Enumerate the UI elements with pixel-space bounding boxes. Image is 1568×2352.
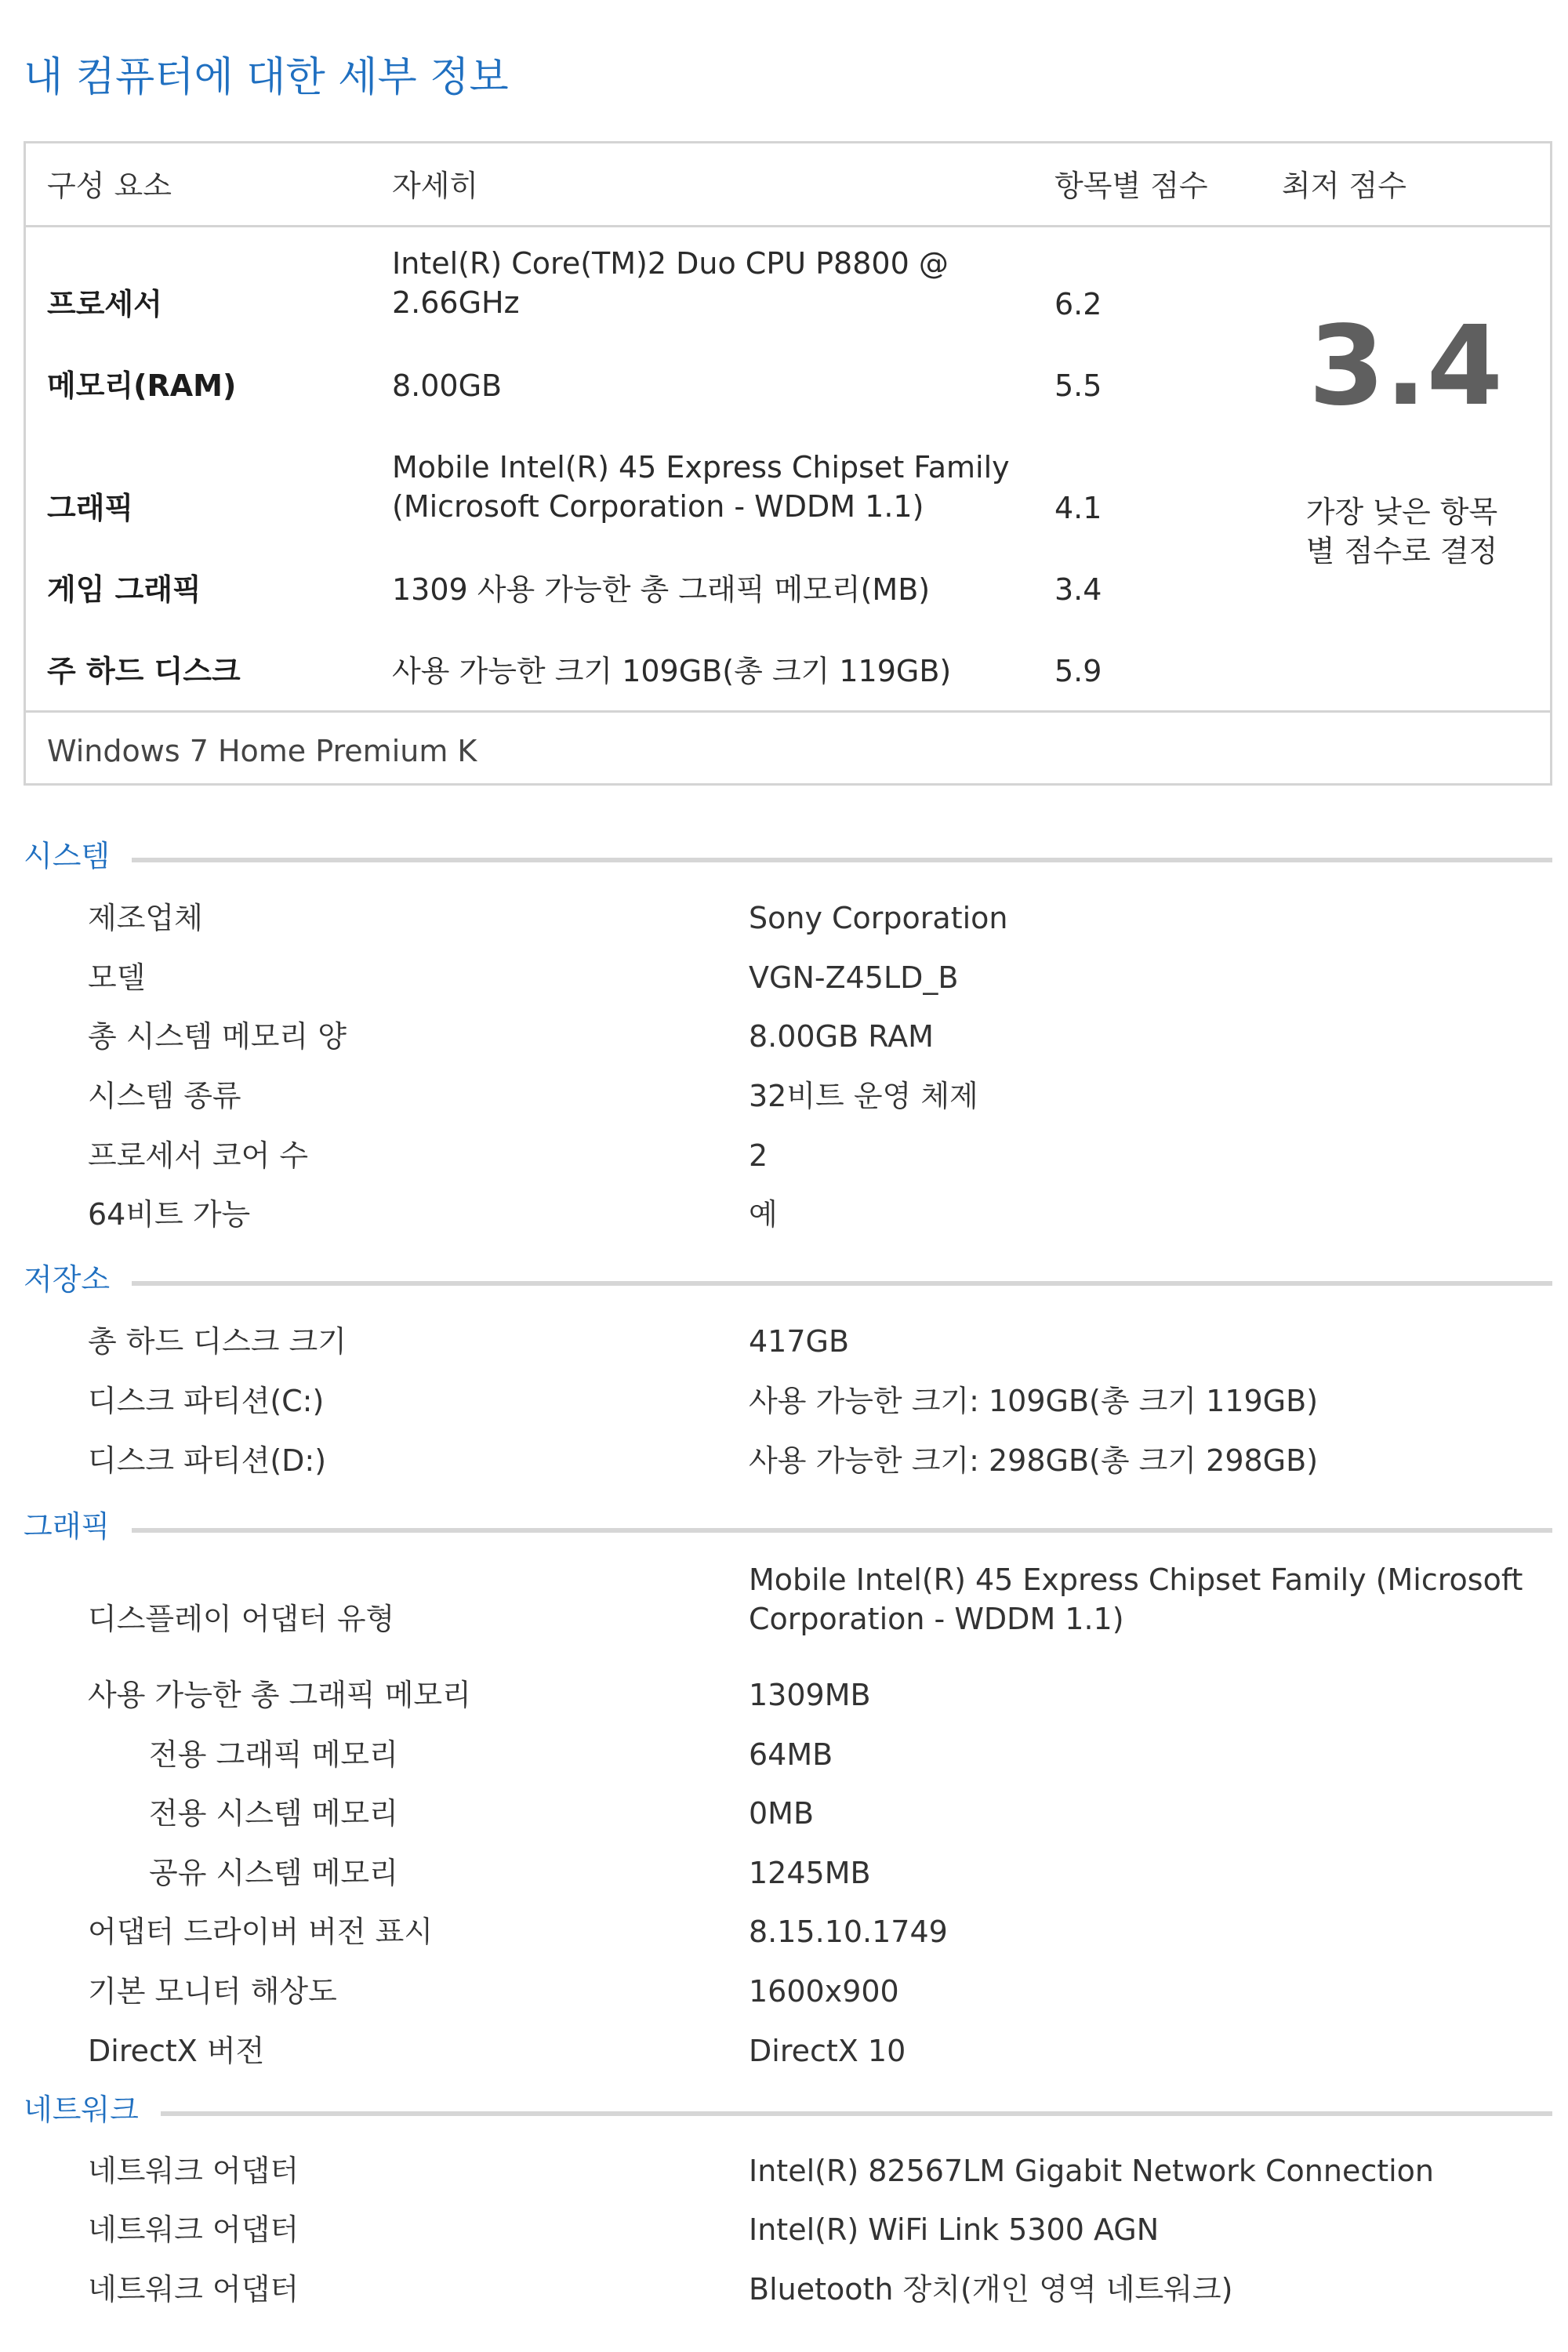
info-label: 총 시스템 메모리 양 [88,1019,347,1054]
info-value: 417GB [749,1324,850,1359]
header-subscore: 항목별 점수 [1054,169,1208,203]
info-label: 제조업체 [88,901,203,935]
info-value: 2 [749,1138,768,1173]
info-label: 전용 그래픽 메모리 [149,1737,398,1772]
score-row-gaming-graphics [26,570,1550,611]
component-detail [392,570,1035,609]
info-label: 총 하드 디스크 크기 [88,1324,347,1359]
section-divider [132,1528,1552,1533]
subscore-value: 4.1 [1054,491,1102,525]
info-label: 모델 [88,960,146,995]
info-label: 네트워크 어댑터 [88,2154,299,2188]
component-detail [392,244,1035,322]
section-divider [132,858,1552,862]
base-score-value: 3.4 [1308,303,1503,430]
score-table-header [26,143,1550,227]
info-value-line: Mobile Intel(R) 45 Express Chipset Family (Microsoft [749,1563,1523,1597]
info-value: 1245MB [749,1856,871,1890]
component-detail [392,652,1035,691]
info-value: 예 [749,1197,778,1232]
section-title-network: 네트워크 [24,2092,139,2127]
info-value: Sony Corporation [749,901,1008,935]
detail-line: 1309 사용 가능한 총 그래픽 메모리(MB) [392,572,931,607]
base-score-note [1265,492,1539,571]
os-row [26,710,1550,788]
header-component: 구성 요소 [47,169,172,203]
section-divider [132,1281,1552,1286]
info-value: 8.00GB RAM [749,1019,934,1054]
info-value: VGN-Z45LD_B [749,960,959,995]
info-value: 1309MB [749,1678,871,1712]
component-name: 메모리(RAM) [47,368,237,403]
component-detail [392,448,1035,526]
score-table [24,141,1552,786]
info-value-line: Corporation - WDDM 1.1) [749,1602,1124,1636]
info-value: Intel(R) WiFi Link 5300 AGN [749,2212,1160,2247]
section-title-system: 시스템 [24,839,111,873]
component-name: 그래픽 [47,491,134,525]
subscore-value: 3.4 [1054,572,1102,607]
detail-line: Mobile Intel(R) 45 Express Chipset Family [392,450,1010,485]
info-value: DirectX 10 [749,2034,906,2068]
info-value [749,1560,1533,1639]
info-label: 64비트 가능 [88,1197,251,1232]
section-divider [161,2111,1552,2116]
info-label: 디스플레이 어댑터 유형 [88,1602,395,1636]
page-title: 내 컴퓨터에 대한 세부 정보 [24,54,509,101]
info-value: 64MB [749,1737,833,1772]
info-label: 기본 모니터 해상도 [88,1974,337,2009]
info-label: 디스크 파티션(C:) [88,1384,325,1418]
info-label: 네트워크 어댑터 [88,2212,299,2247]
subscore-value: 5.9 [1054,654,1102,688]
info-value: Intel(R) 82567LM Gigabit Network Connection [749,2154,1434,2188]
subscore-value: 6.2 [1054,287,1102,321]
subscore-value: 5.5 [1054,368,1102,403]
header-base-score: 최저 점수 [1282,169,1406,203]
component-name: 주 하드 디스크 [47,654,241,688]
component-name: 게임 그래픽 [47,572,201,607]
base-score-note-line: 가장 낮은 항목 [1305,495,1498,529]
info-value: Bluetooth 장치(개인 영역 네트워크) [749,2272,1233,2307]
detail-line: Intel(R) Core(TM)2 Duo CPU P8800 @ [392,246,949,281]
base-score-note-line: 별 점수로 결정 [1305,534,1498,568]
info-label: 사용 가능한 총 그래픽 메모리 [88,1678,471,1712]
os-name: Windows 7 Home Premium K [47,734,477,768]
section-title-storage: 저장소 [24,1262,111,1297]
info-label: 공유 시스템 메모리 [149,1856,398,1890]
info-value: 사용 가능한 크기: 109GB(총 크기 119GB) [749,1384,1319,1418]
detail-line: (Microsoft Corporation - WDDM 1.1) [392,489,924,524]
info-label: DirectX 버전 [88,2034,265,2068]
info-label: 프로세서 코어 수 [88,1138,309,1173]
detail-line: 사용 가능한 크기 109GB(총 크기 119GB) [392,654,952,688]
detail-line: 2.66GHz [392,285,520,320]
component-detail [392,366,1035,405]
header-detail: 자세히 [392,169,479,203]
info-label: 네트워크 어댑터 [88,2272,299,2307]
component-name: 프로세서 [47,287,162,321]
info-value: 32비트 운영 체제 [749,1079,978,1113]
score-row-hard-disk [26,652,1550,692]
info-value: 사용 가능한 크기: 298GB(총 크기 298GB) [749,1443,1319,1478]
info-label: 시스템 종류 [88,1079,241,1113]
detail-line: 8.00GB [392,368,503,403]
info-label: 어댑터 드라이버 버전 표시 [88,1915,434,1949]
info-value: 0MB [749,1796,815,1831]
info-value: 1600x900 [749,1974,899,2009]
info-label: 디스크 파티션(D:) [88,1443,327,1478]
info-label: 전용 시스템 메모리 [149,1796,398,1831]
section-title-graphics: 그래픽 [24,1509,111,1544]
info-value: 8.15.10.1749 [749,1915,948,1949]
